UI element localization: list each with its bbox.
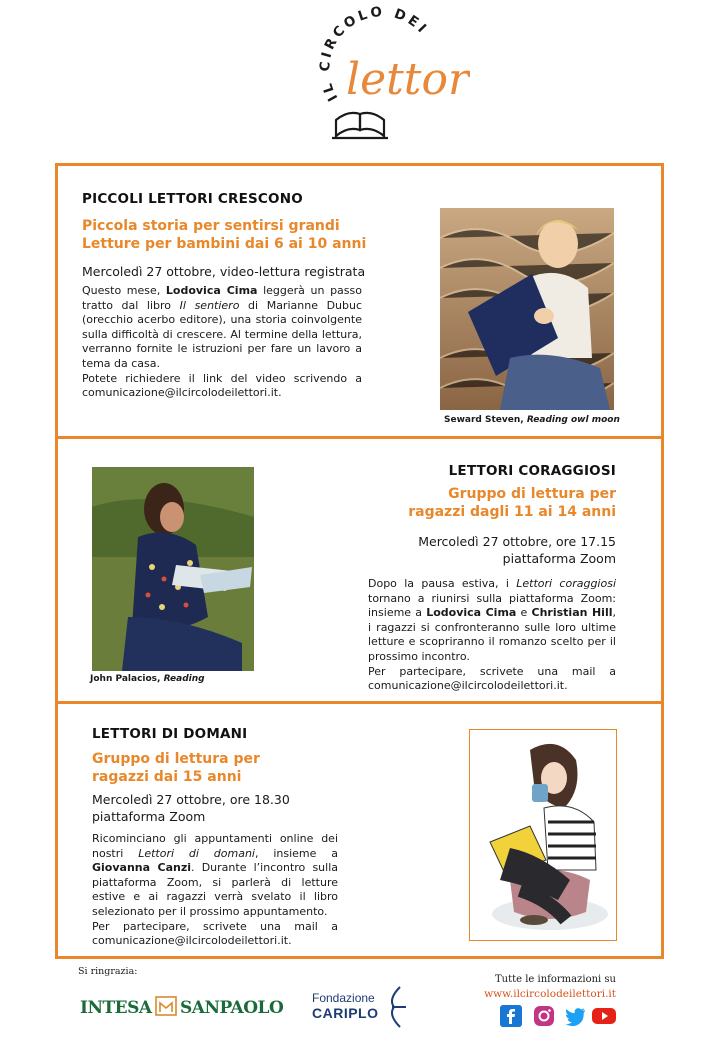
presenter-name: Lodovica Cima [426, 606, 517, 620]
section3-body: Ricominciano gli appuntamenti online dei nostri Lettori di domani, insieme a Giovanna Canzi. Durante l’incontro sulla piattaforma Zoom, si parlerà di letture estive e ai ragazzi verrà svelato il libro selezionato per il prossimo appuntamento. Per partecipare, scrivete una mail a comunicazione@ilcircolodeilettori.it. [92, 832, 339, 948]
youtube-icon[interactable] [592, 1005, 616, 1027]
frame-left [55, 163, 58, 959]
section2-title: LETTORI CORAGGIOSI [448, 463, 616, 479]
section2-body: Dopo la pausa estiva, i Lettori coraggiosi tornano a riunirsi sulla piattaforma Zoom: insieme a Lodovica Cima e Christian Hill, i ragazzi si confronteranno sulle loro ultime letture e scopriranno il romanzo scelto per il prossimo incontro. Per partecipare, scrivete una mail a comunicazione@ilcircolodeilettori.it. [368, 577, 616, 693]
info-label: Tutte le informazioni su [494, 974, 616, 985]
logo-arc-text: IL CIRCOLO DEI [316, 6, 432, 104]
presenter-name: Lodovica Cima [165, 284, 258, 297]
section1-subtitle: Piccola storia per sentirsi grandi Letture per bambini dai 6 ai 10 anni [82, 218, 367, 252]
website-link[interactable]: www.ilcircolodeilettori.it [484, 988, 616, 1000]
section1-title: PICCOLI LETTORI CRESCONO [82, 191, 303, 207]
presenter-name: Christian Hill [531, 606, 613, 620]
section3-subtitle: Gruppo di lettura per ragazzi dai 15 anni [92, 751, 260, 785]
facebook-icon[interactable] [500, 1005, 522, 1027]
section2-subtitle: Gruppo di lettura per ragazzi dagli 11 ai 14 anni [408, 486, 616, 520]
svg-text:INTESA: INTESA [80, 998, 152, 1018]
intesa-sanpaolo-logo [80, 994, 284, 1022]
section1-body: Questo mese, Lodovica Cima leggerà un passo tratto dal libro Il sentiero di Marianne Dubuc (orecchio acerbo editore), una storia coinvolgente sulla difficoltà di crescere. Al termine della lettura, verranno fornite le istruzioni per fare un lavoro a tema da casa. Potete richiedere il link del video scrivendo a comunicazione@ilcircolodeilettori.it. [82, 284, 363, 400]
divider-1 [55, 436, 664, 439]
logo-wordmark: lettori [346, 54, 470, 105]
book-title: Il sentiero [179, 298, 240, 312]
presenter-name: Giovanna Canzi [92, 861, 192, 875]
cariplo-line2: CARIPLO [312, 1005, 379, 1021]
fondazione-cariplo-logo [312, 985, 422, 1029]
frame-top [55, 163, 664, 166]
photo-reading-owl-moon [440, 208, 614, 410]
section3-when: Mercoledì 27 ottobre, ore 18.30 piattaforma Zoom [92, 792, 290, 824]
section1-caption: Seward Steven, Reading owl moon [444, 415, 620, 425]
instagram-icon[interactable] [533, 1005, 555, 1027]
thanks-label: Si ringrazia: [78, 966, 138, 977]
svg-text:SANPAOLO: SANPAOLO [180, 998, 284, 1018]
group-name: Lettori coraggiosi [516, 577, 616, 590]
section3-title: LETTORI DI DOMANI [92, 726, 248, 742]
divider-2 [55, 701, 664, 704]
section2-when: Mercoledì 27 ottobre, ore 17.15 piattaforma Zoom [418, 534, 616, 566]
frame-right [661, 163, 664, 959]
twitter-icon[interactable] [564, 1005, 586, 1027]
photo-girl-reading-illustration [469, 729, 617, 941]
cariplo-mark-icon [386, 985, 410, 1029]
cariplo-line1: Fondazione [312, 991, 375, 1005]
photo-reading-palacios [92, 467, 254, 671]
section2-caption: John Palacios, Reading [90, 674, 205, 684]
group-name: Lettori di domani [138, 846, 255, 860]
frame-bottom [55, 956, 664, 959]
circolo-dei-lettori-logo [300, 6, 470, 146]
open-book-icon [332, 113, 388, 138]
section1-when: Mercoledì 27 ottobre, video-lettura registrata [82, 264, 366, 279]
